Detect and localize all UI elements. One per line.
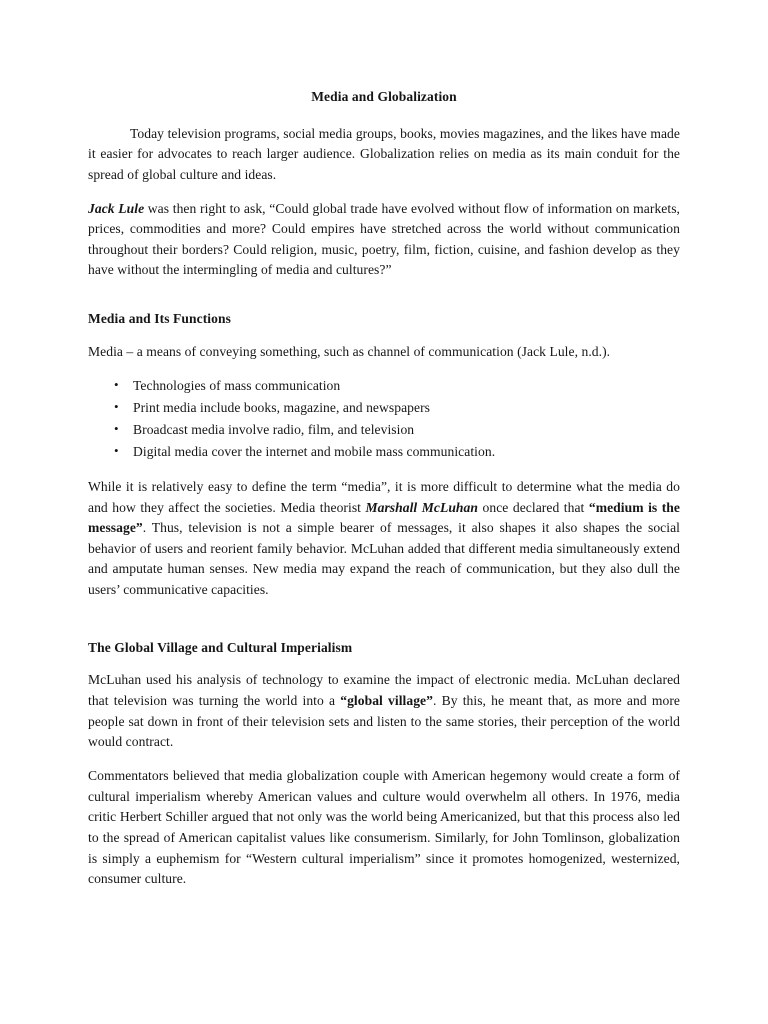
media-functions-list: [88, 375, 680, 463]
media-definition-paragraph: Media – a means of conveying something, such as channel of communication (Jack Lule, n.d.).: [88, 343, 611, 359]
section-heading-media-functions: Media and Its Functions: [88, 311, 231, 327]
quote-author-emphasis: Jack Lule: [88, 200, 145, 216]
list-item: [88, 419, 680, 441]
body-text-part-1: McLuhan used his analysis of technology to examine the impact of electronic media. McLuhan declared that television was turning the world into a: [88, 672, 680, 708]
body-text-part-3: . Thus, television is not a simple bearer of messages, it also shapes it also shapes the social behavior of users and reorient family behavior. McLuhan added that different media simultaneously extend and amputate human senses. New media may expand the reach of communication, but they also dull the users’ communicative capacities.: [88, 520, 680, 598]
cultural-imperialism-closing-paragraph: Commentators believed that media globalization couple with American hegemony would create a form of cultural imperialism whereby American values and culture would overwhelm all others. In 1976, media critic Herbert Schiller argued that not only was the world being Americanized, but that this process also led to the spread of American capitalist values like consumerism. Similarly, for John Tomlinson, globalization is simply a euphemism for “Western cultural imperialism” since it promotes homogenized, westernized, consumer culture.: [88, 767, 680, 887]
bullet-icon: •: [114, 421, 119, 437]
quote-body-text: was then right to ask, “Could global trade have evolved without flow of information on markets, prices, commodities and more? Could empires have stretched across the world without communication throughout their borders? Could religion, music, poetry, film, fiction, cuisine, and fashion develop as they have without the intermingling of media and cultures?”: [88, 200, 680, 278]
list-item-label: Technologies of mass communication: [133, 378, 341, 394]
bullet-icon: •: [114, 399, 119, 415]
bullet-icon: •: [114, 377, 119, 393]
body-text-part-2: . By this, he meant that, as more and more people sat down in front of their television sets and listen to the same stories, their perception of the world would contract.: [88, 692, 680, 750]
quote-paragraph: [88, 199, 680, 282]
body-text-part-2: once declared that: [478, 499, 589, 515]
list-item: [88, 375, 680, 397]
list-item-label: Broadcast media involve radio, film, and television: [133, 422, 415, 438]
bullet-icon: •: [114, 442, 119, 458]
global-village-body-paragraph: [88, 670, 680, 753]
mcluhan-name-emphasis: Marshall McLuhan: [365, 499, 479, 515]
medium-is-the-message-emphasis: “medium is the message”: [88, 499, 681, 536]
intro-paragraph: Today television programs, social media groups, books, movies magazines, and the likes have made it easier for advocates to reach larger audience. Globalization relies on media as its main conduit for the spread of global culture and ideas.: [88, 125, 680, 182]
document-title: Media and Globalization: [311, 89, 457, 104]
list-item-label: Digital media cover the internet and mobile mass communication.: [133, 443, 496, 459]
section-heading-global-village: The Global Village and Cultural Imperialism: [88, 639, 353, 655]
list-item: [88, 397, 680, 419]
global-village-emphasis: “global village”: [340, 692, 433, 708]
media-functions-body-paragraph: [88, 477, 680, 601]
body-text-part-1: While it is relatively easy to define the term “media”, it is more difficult to determine what the media do and how they affect the societies. Media theorist: [88, 478, 680, 515]
list-item-label: Print media include books, magazine, and newspapers: [133, 400, 430, 416]
list-item: [88, 441, 680, 463]
